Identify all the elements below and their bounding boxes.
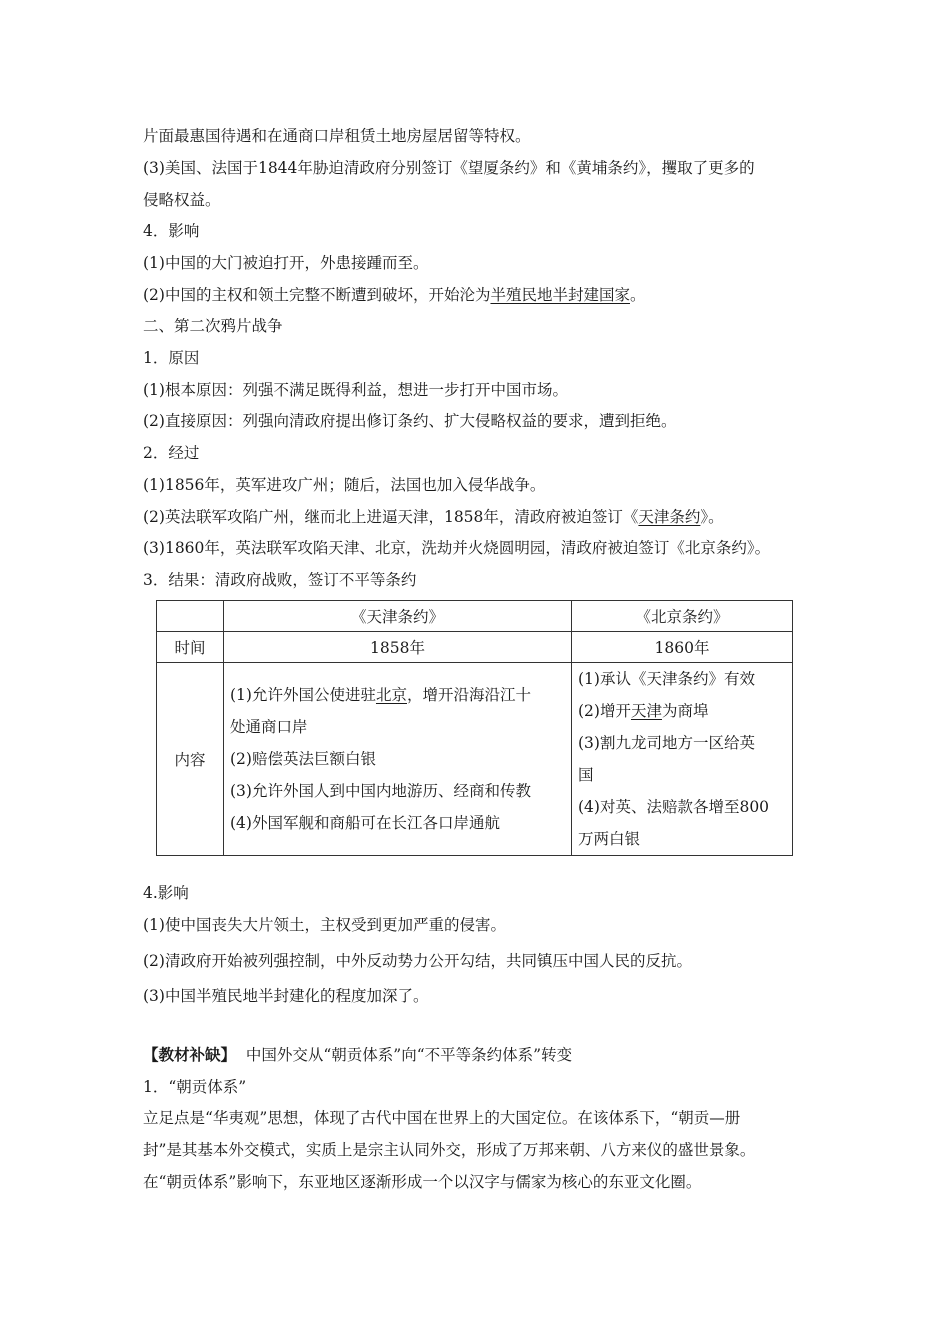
cell-content-beijing: [572, 663, 793, 856]
supplement-title: 中国外交从“朝贡体系”向“不平等条约体系”转变: [245, 1046, 573, 1064]
paragraph-line: 在“朝贡体系”影响下，东亚地区逐渐形成一个以汉字与儒家为核心的东亚文化圈。: [143, 1173, 702, 1191]
text-segment: (2)英法联军攻陷广州，继而北上进逼天津，1858年，清政府被迫签订《: [143, 508, 639, 526]
paragraph-line: (1)中国的大门被迫打开，外患接踵而至。: [143, 254, 429, 272]
list-item: (4)对英、法赔款各增至800: [578, 798, 770, 816]
list-item: (4)外国军舰和商船可在长江各口岸通航: [230, 814, 500, 832]
table-header-row: [157, 601, 793, 632]
text-segment: 》。: [700, 508, 724, 526]
list-item: [230, 679, 565, 711]
table-row: [157, 663, 793, 856]
paragraph-line: [143, 507, 833, 527]
underlined-term: 半殖民地半封建国家: [490, 286, 630, 304]
paragraph-line: 立足点是“华夷观”思想，体现了古代中国在世界上的大国定位。在该体系下，“朝贡—册: [143, 1109, 741, 1127]
underlined-term: 天津: [630, 702, 662, 720]
section-heading: 3．结果：清政府战败，签订不平等条约: [143, 571, 417, 589]
cell-content-tianjin: [224, 663, 572, 856]
paragraph-line: (3)美国、法国于1844年胁迫清政府分别签订《望厦条约》和《黄埔条约》，攫取了更多的: [143, 159, 755, 177]
underlined-term: 天津条约: [638, 508, 701, 526]
paragraph-line: (2)直接原因：列强向清政府提出修订条约、扩大侵略权益的要求，遭到拒绝。: [143, 412, 677, 430]
paragraph-line: (3)中国半殖民地半封建化的程度加深了。: [143, 987, 429, 1005]
text-segment: (2)中国的主权和领土完整不断遭到破坏，开始沦为: [143, 286, 491, 304]
cell-time-beijing: 1860年: [572, 632, 793, 663]
paragraph-line: [143, 285, 833, 305]
list-item: 处通商口岸: [230, 718, 308, 736]
list-item: 国: [578, 766, 594, 784]
list-item: [578, 695, 786, 727]
paragraph-line: 封”是其基本外交模式，实质上是宗主认同外交，形成了万邦来朝、八方来仪的盛世景象。: [143, 1141, 756, 1159]
text-segment: (1)允许外国公使进驻: [230, 686, 376, 704]
supplement-tag: 【教材补缺】: [143, 1045, 237, 1064]
section-heading: 4.影响: [143, 884, 189, 902]
section-heading: 1．原因: [143, 349, 200, 367]
text-segment: (2)增开: [578, 702, 631, 720]
table-header-beijing: 《北京条约》: [572, 601, 793, 632]
section-heading: 1．“朝贡体系”: [143, 1078, 247, 1096]
list-item: 万两白银: [578, 830, 641, 848]
row-label-content: 内容: [157, 663, 224, 856]
list-item: (1)承认《天津条约》有效: [578, 670, 755, 688]
table-header-tianjin: 《天津条约》: [224, 601, 572, 632]
cell-time-tianjin: 1858年: [224, 632, 572, 663]
section-heading: 4．影响: [143, 222, 200, 240]
table-corner-cell: [157, 601, 224, 632]
treaty-comparison-table: [156, 600, 793, 856]
text-segment: 。: [629, 286, 646, 304]
paragraph-line: (3)1860年，英法联军攻陷天津、北京，洗劫并火烧圆明园，清政府被迫签订《北京条约》。: [143, 539, 771, 557]
list-item: (2)赔偿英法巨额白银: [230, 750, 376, 768]
list-item: (3)允许外国人到中国内地游历、经商和传教: [230, 782, 531, 800]
text-segment: ，增开沿海沿江十: [406, 686, 531, 704]
paragraph-line: (1)根本原因：列强不满足既得利益，想进一步打开中国市场。: [143, 381, 568, 399]
paragraph-line: (1)使中国丧失大片领土，主权受到更加严重的侵害。: [143, 916, 506, 934]
paragraph-line: 片面最惠国待遇和在通商口岸租赁土地房屋居留等特权。: [143, 127, 531, 145]
supplement-heading: [143, 1045, 833, 1065]
section-heading: 2．经过: [143, 444, 200, 462]
paragraph-line: (1)1856年，英军进攻广州；随后，法国也加入侵华战争。: [143, 476, 546, 494]
underlined-term: 北京: [375, 686, 407, 704]
text-segment: 为商埠: [661, 702, 709, 720]
paragraph-line: 侵略权益。: [143, 191, 221, 209]
paragraph-line: (2)清政府开始被列强控制，中外反动势力公开勾结，共同镇压中国人民的反抗。: [143, 952, 692, 970]
list-item: (3)割九龙司地方一区给英: [578, 734, 755, 752]
section-title: 二、第二次鸦片战争: [143, 317, 283, 335]
table-row: [157, 632, 793, 663]
row-label-time: 时间: [157, 632, 224, 663]
